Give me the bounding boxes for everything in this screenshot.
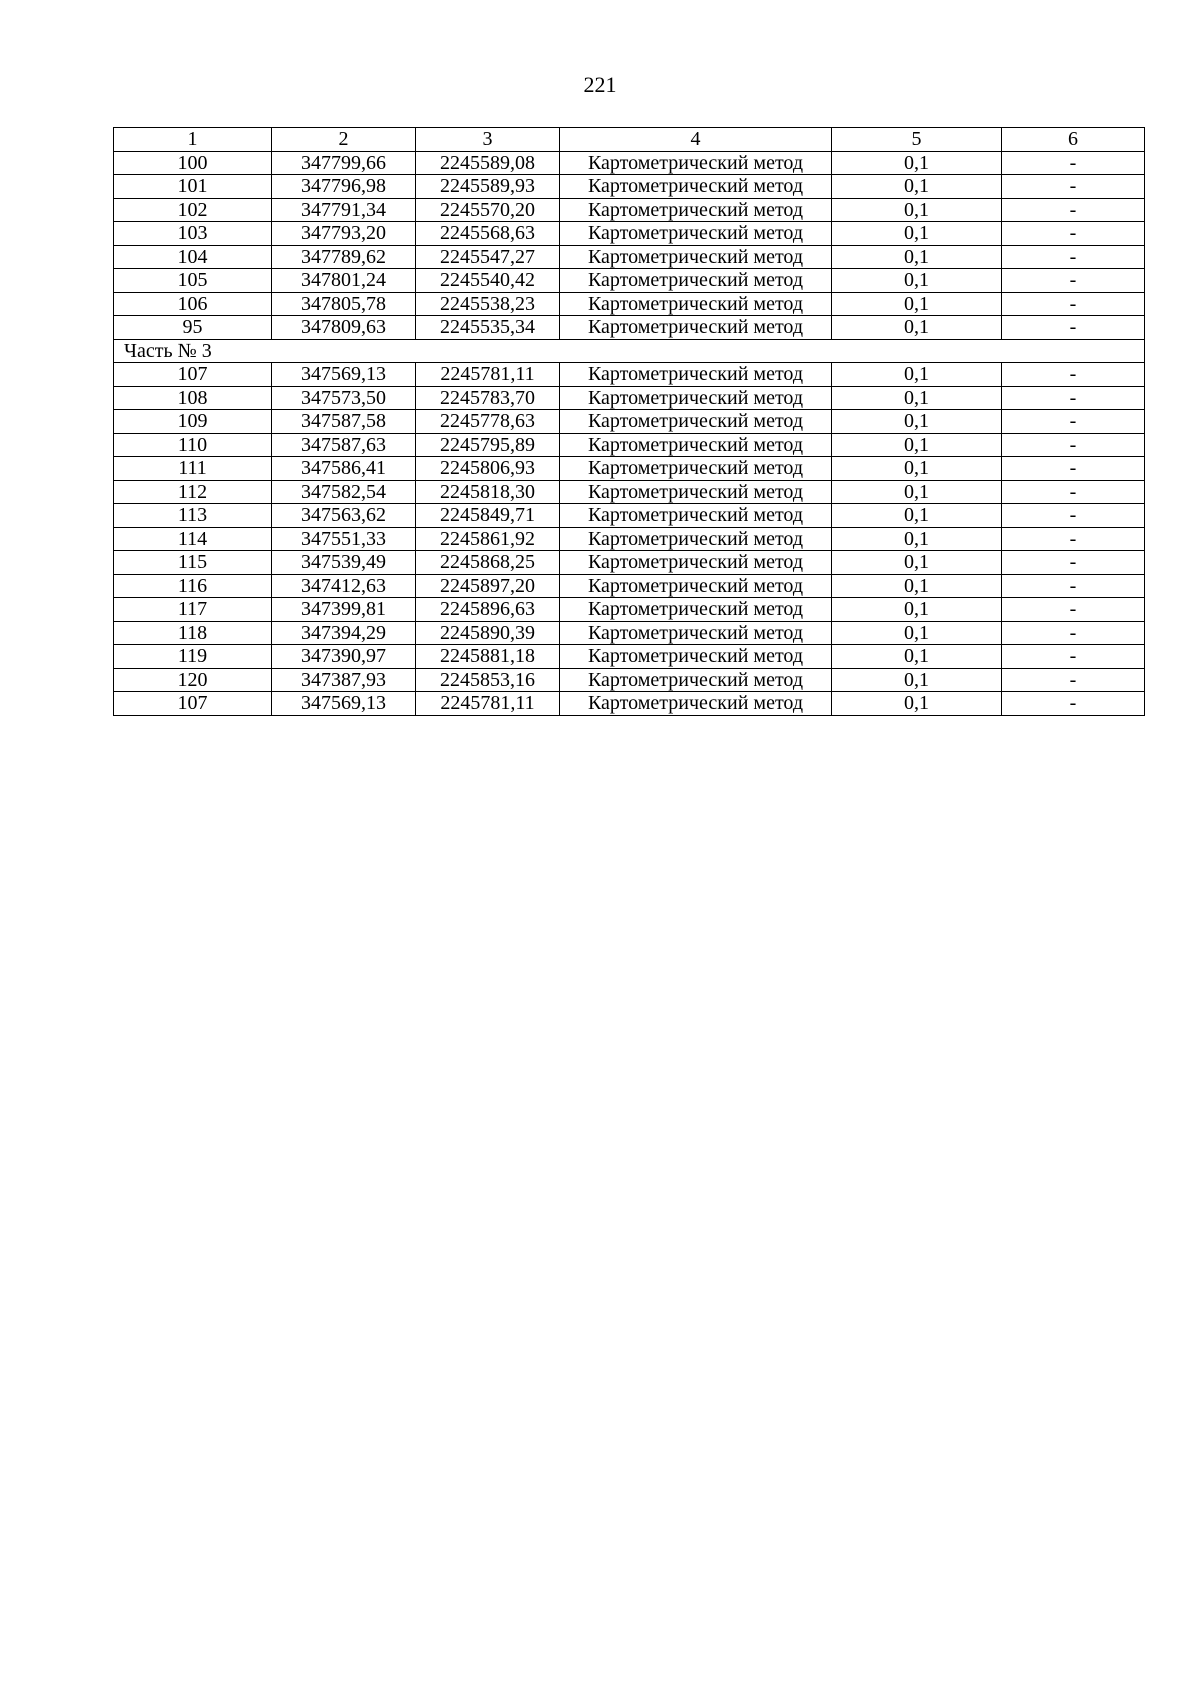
table-cell: 107 xyxy=(114,363,272,387)
table-cell: 2245570,20 xyxy=(416,198,560,222)
table-cell: 0,1 xyxy=(832,292,1002,316)
table-cell: 114 xyxy=(114,527,272,551)
table-cell: 0,1 xyxy=(832,457,1002,481)
table-cell: 117 xyxy=(114,598,272,622)
table-row xyxy=(114,645,1145,669)
table-cell: Картометрический метод xyxy=(560,692,832,716)
table-cell: - xyxy=(1002,645,1145,669)
table-cell: 0,1 xyxy=(832,692,1002,716)
table-cell: 0,1 xyxy=(832,151,1002,175)
table-cell: - xyxy=(1002,574,1145,598)
page-number: 221 xyxy=(583,72,617,97)
header-cell: 3 xyxy=(416,128,560,152)
table-cell: - xyxy=(1002,692,1145,716)
table-cell: - xyxy=(1002,480,1145,504)
table-cell: - xyxy=(1002,668,1145,692)
table-cell: 104 xyxy=(114,245,272,269)
table-cell: 347582,54 xyxy=(272,480,416,504)
header-cell: 5 xyxy=(832,128,1002,152)
table-row xyxy=(114,316,1145,340)
table-cell: 2245818,30 xyxy=(416,480,560,504)
table-cell: 2245568,63 xyxy=(416,222,560,246)
table-cell: Картометрический метод xyxy=(560,433,832,457)
table-cell: 347573,50 xyxy=(272,386,416,410)
table-cell: - xyxy=(1002,621,1145,645)
table-cell: Картометрический метод xyxy=(560,457,832,481)
table-cell: 0,1 xyxy=(832,527,1002,551)
table-cell: 119 xyxy=(114,645,272,669)
table-cell: 2245589,93 xyxy=(416,175,560,199)
table-cell: Картометрический метод xyxy=(560,668,832,692)
table-cell: - xyxy=(1002,175,1145,199)
table-cell: Картометрический метод xyxy=(560,410,832,434)
table-cell: 0,1 xyxy=(832,222,1002,246)
table-cell: - xyxy=(1002,410,1145,434)
table-row xyxy=(114,457,1145,481)
table-cell: 109 xyxy=(114,410,272,434)
table-cell: 2245781,11 xyxy=(416,692,560,716)
table-row xyxy=(114,198,1145,222)
table-cell: Картометрический метод xyxy=(560,527,832,551)
table-cell: - xyxy=(1002,363,1145,387)
table-row xyxy=(114,551,1145,575)
table-cell: Картометрический метод xyxy=(560,175,832,199)
table-cell: Картометрический метод xyxy=(560,574,832,598)
section-row xyxy=(114,339,1145,363)
table-cell: 0,1 xyxy=(832,198,1002,222)
table-cell: 0,1 xyxy=(832,645,1002,669)
table-cell: Картометрический метод xyxy=(560,621,832,645)
table-cell: 347793,20 xyxy=(272,222,416,246)
table-cell: 347539,49 xyxy=(272,551,416,575)
table-cell: 2245897,20 xyxy=(416,574,560,598)
table-row xyxy=(114,504,1145,528)
table-cell: 0,1 xyxy=(832,410,1002,434)
table-cell: - xyxy=(1002,504,1145,528)
table-cell: 0,1 xyxy=(832,551,1002,575)
table-cell: 2245589,08 xyxy=(416,151,560,175)
table-cell: 0,1 xyxy=(832,316,1002,340)
table-cell: - xyxy=(1002,598,1145,622)
header-cell: 6 xyxy=(1002,128,1145,152)
table-cell: 0,1 xyxy=(832,480,1002,504)
table-cell: 2245896,63 xyxy=(416,598,560,622)
header-cell: 4 xyxy=(560,128,832,152)
table-cell: Картометрический метод xyxy=(560,269,832,293)
table-cell: Картометрический метод xyxy=(560,480,832,504)
table-cell: 347412,63 xyxy=(272,574,416,598)
table-cell: 347563,62 xyxy=(272,504,416,528)
table-cell: 0,1 xyxy=(832,363,1002,387)
table-row xyxy=(114,410,1145,434)
table-row xyxy=(114,621,1145,645)
table-cell: 347791,34 xyxy=(272,198,416,222)
table-cell: 112 xyxy=(114,480,272,504)
table-row xyxy=(114,151,1145,175)
table-cell: 347801,24 xyxy=(272,269,416,293)
table-cell: 2245535,34 xyxy=(416,316,560,340)
table-cell: - xyxy=(1002,245,1145,269)
section-label: Часть № 3 xyxy=(114,339,1145,363)
table-cell: 0,1 xyxy=(832,504,1002,528)
table-cell: - xyxy=(1002,198,1145,222)
table-cell: - xyxy=(1002,433,1145,457)
table-cell: 0,1 xyxy=(832,245,1002,269)
table-cell: 108 xyxy=(114,386,272,410)
table-cell: Картометрический метод xyxy=(560,598,832,622)
table-cell: 2245861,92 xyxy=(416,527,560,551)
table-cell: 107 xyxy=(114,692,272,716)
table-cell: 2245806,93 xyxy=(416,457,560,481)
table-row xyxy=(114,527,1145,551)
table-row xyxy=(114,245,1145,269)
table-cell: 105 xyxy=(114,269,272,293)
table-row xyxy=(114,269,1145,293)
table-cell: 115 xyxy=(114,551,272,575)
table-cell: 118 xyxy=(114,621,272,645)
table-cell: 347551,33 xyxy=(272,527,416,551)
table-cell: 0,1 xyxy=(832,386,1002,410)
table-cell: Картометрический метод xyxy=(560,386,832,410)
table-cell: Картометрический метод xyxy=(560,292,832,316)
table-cell: Картометрический метод xyxy=(560,151,832,175)
table-cell: Картометрический метод xyxy=(560,645,832,669)
table-cell: 100 xyxy=(114,151,272,175)
table-cell: 347586,41 xyxy=(272,457,416,481)
table-cell: Картометрический метод xyxy=(560,316,832,340)
table-cell: 347399,81 xyxy=(272,598,416,622)
table-cell: 95 xyxy=(114,316,272,340)
table-cell: 0,1 xyxy=(832,269,1002,293)
table-row xyxy=(114,574,1145,598)
table-cell: 116 xyxy=(114,574,272,598)
table-cell: 2245890,39 xyxy=(416,621,560,645)
table-cell: 2245849,71 xyxy=(416,504,560,528)
header-cell: 2 xyxy=(272,128,416,152)
table-cell: - xyxy=(1002,292,1145,316)
table-cell: 0,1 xyxy=(832,621,1002,645)
table-cell: 347796,98 xyxy=(272,175,416,199)
table-cell: 120 xyxy=(114,668,272,692)
table-cell: 347799,66 xyxy=(272,151,416,175)
table-cell: 0,1 xyxy=(832,598,1002,622)
table-cell: 2245540,42 xyxy=(416,269,560,293)
table-cell: 2245795,89 xyxy=(416,433,560,457)
table-cell: 2245868,25 xyxy=(416,551,560,575)
header-cell: 1 xyxy=(114,128,272,152)
table-cell: Картометрический метод xyxy=(560,504,832,528)
table-cell: 2245783,70 xyxy=(416,386,560,410)
table-row xyxy=(114,480,1145,504)
coordinates-table xyxy=(113,127,1145,716)
table-row xyxy=(114,222,1145,246)
table-cell: - xyxy=(1002,316,1145,340)
table-cell: 110 xyxy=(114,433,272,457)
table-cell: 347587,63 xyxy=(272,433,416,457)
table-cell: 347805,78 xyxy=(272,292,416,316)
table-cell: 113 xyxy=(114,504,272,528)
table-cell: 347789,62 xyxy=(272,245,416,269)
table-cell: - xyxy=(1002,457,1145,481)
table-cell: 347387,93 xyxy=(272,668,416,692)
table-cell: - xyxy=(1002,551,1145,575)
table-cell: 347587,58 xyxy=(272,410,416,434)
table-cell: Картометрический метод xyxy=(560,551,832,575)
table-row xyxy=(114,668,1145,692)
table-row xyxy=(114,386,1145,410)
table-cell: Картометрический метод xyxy=(560,245,832,269)
header-row xyxy=(114,128,1145,152)
table-cell: 347390,97 xyxy=(272,645,416,669)
table-cell: - xyxy=(1002,151,1145,175)
table-row xyxy=(114,598,1145,622)
table-row xyxy=(114,175,1145,199)
table-cell: 2245781,11 xyxy=(416,363,560,387)
table-cell: - xyxy=(1002,269,1145,293)
table-row xyxy=(114,292,1145,316)
table-cell: 111 xyxy=(114,457,272,481)
table-cell: - xyxy=(1002,527,1145,551)
table-cell: Картометрический метод xyxy=(560,363,832,387)
table-cell: 2245853,16 xyxy=(416,668,560,692)
table-row xyxy=(114,433,1145,457)
table-cell: 102 xyxy=(114,198,272,222)
table-cell: 2245778,63 xyxy=(416,410,560,434)
table-cell: 0,1 xyxy=(832,433,1002,457)
table-cell: 347569,13 xyxy=(272,692,416,716)
table-cell: 2245538,23 xyxy=(416,292,560,316)
table-cell: 106 xyxy=(114,292,272,316)
table-cell: 0,1 xyxy=(832,574,1002,598)
table-cell: 347569,13 xyxy=(272,363,416,387)
table-cell: Картометрический метод xyxy=(560,222,832,246)
table-row xyxy=(114,363,1145,387)
table-cell: - xyxy=(1002,222,1145,246)
table-cell: 0,1 xyxy=(832,668,1002,692)
table-cell: 2245547,27 xyxy=(416,245,560,269)
table-cell: 103 xyxy=(114,222,272,246)
table-cell: 347809,63 xyxy=(272,316,416,340)
table-cell: 0,1 xyxy=(832,175,1002,199)
table-cell: Картометрический метод xyxy=(560,198,832,222)
table-cell: 2245881,18 xyxy=(416,645,560,669)
table-cell: 347394,29 xyxy=(272,621,416,645)
table-body xyxy=(114,151,1145,715)
table-row xyxy=(114,692,1145,716)
table-cell: - xyxy=(1002,386,1145,410)
table-cell: 101 xyxy=(114,175,272,199)
